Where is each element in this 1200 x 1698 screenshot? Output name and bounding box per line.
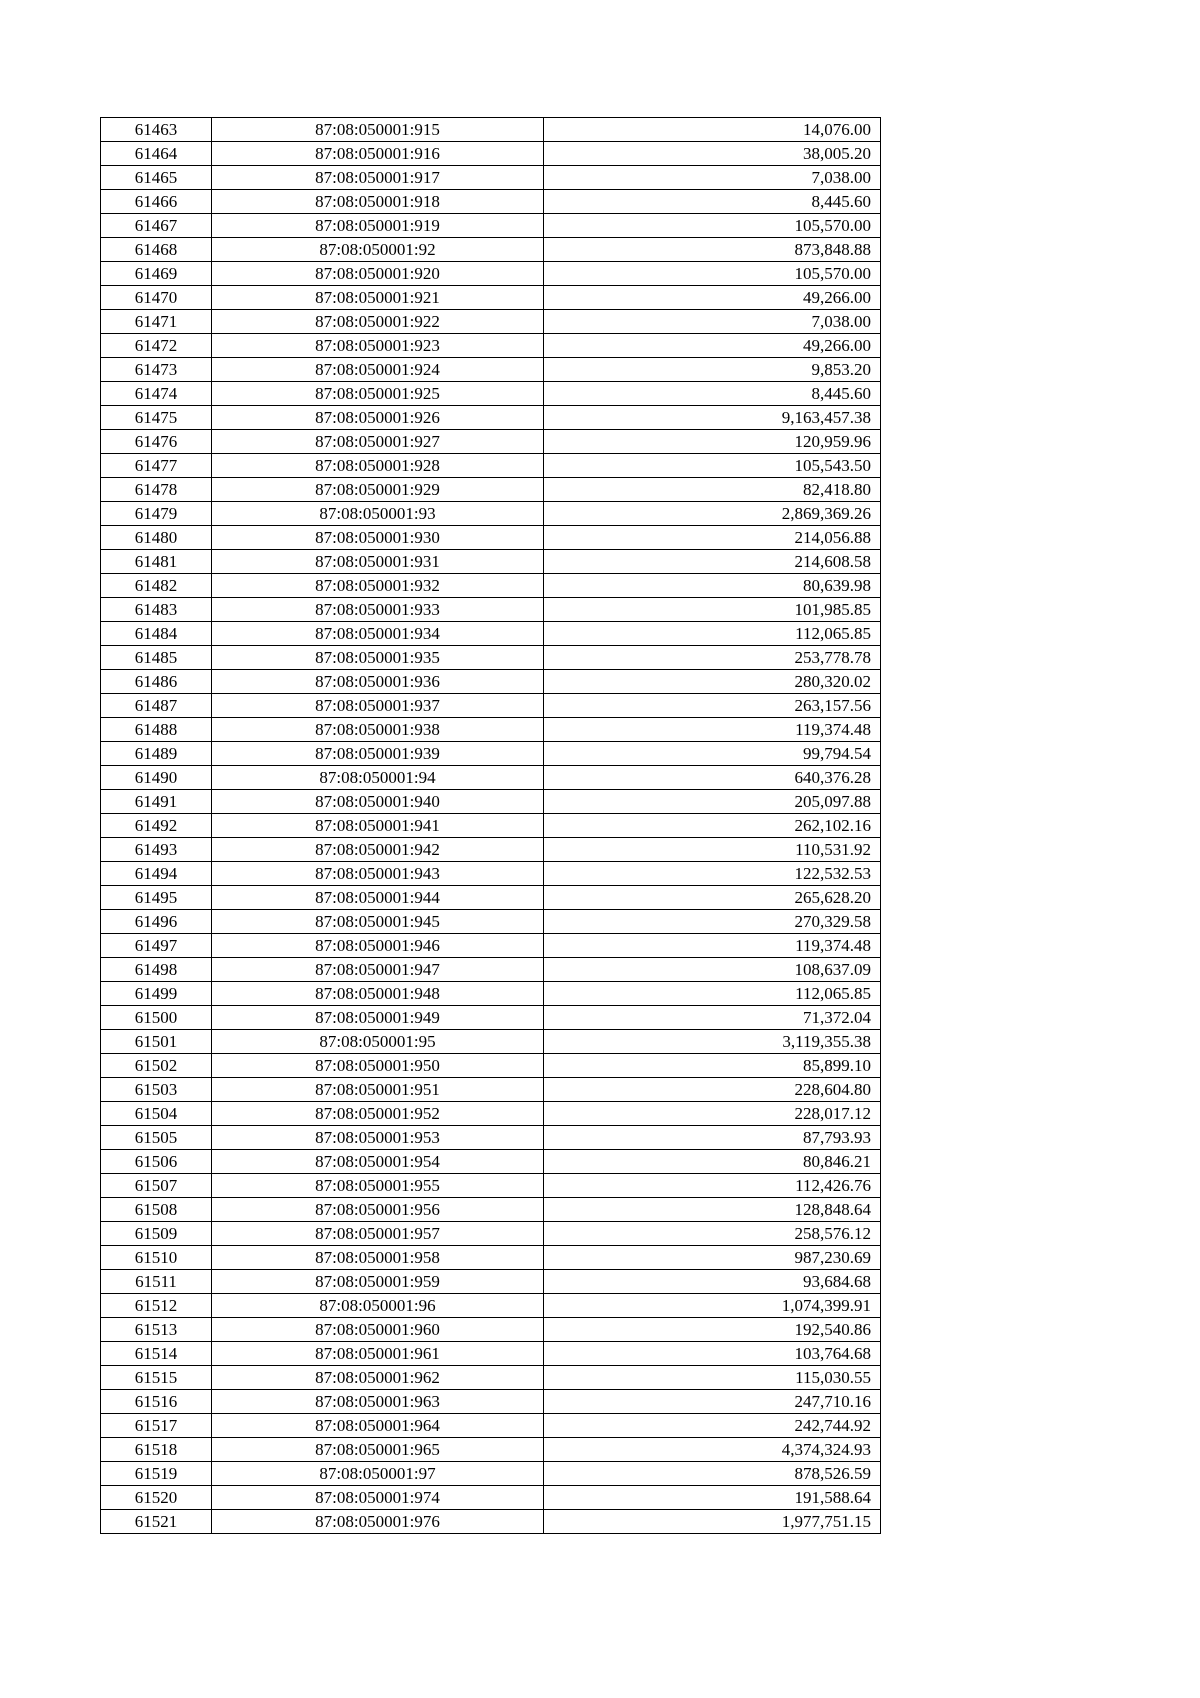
row-number-cell: 61470 xyxy=(101,286,212,310)
row-number-cell: 61463 xyxy=(101,118,212,142)
cadastral-number-cell: 87:08:050001:930 xyxy=(212,526,544,550)
table-row xyxy=(101,1222,881,1246)
table-row xyxy=(101,958,881,982)
cadastral-number-cell: 87:08:050001:934 xyxy=(212,622,544,646)
table-row xyxy=(101,646,881,670)
table-row xyxy=(101,1510,881,1534)
value-cell: 112,065.85 xyxy=(544,982,881,1006)
row-number-cell: 61468 xyxy=(101,238,212,262)
value-cell: 873,848.88 xyxy=(544,238,881,262)
row-number-cell: 61516 xyxy=(101,1390,212,1414)
table-row xyxy=(101,382,881,406)
table-row xyxy=(101,1030,881,1054)
cadastral-number-cell: 87:08:050001:938 xyxy=(212,718,544,742)
table-row xyxy=(101,526,881,550)
table-row xyxy=(101,1198,881,1222)
row-number-cell: 61466 xyxy=(101,190,212,214)
value-cell: 49,266.00 xyxy=(544,286,881,310)
cadastral-number-cell: 87:08:050001:931 xyxy=(212,550,544,574)
table-row xyxy=(101,1414,881,1438)
table-row xyxy=(101,1390,881,1414)
value-cell: 262,102.16 xyxy=(544,814,881,838)
cadastral-number-cell: 87:08:050001:96 xyxy=(212,1294,544,1318)
value-cell: 7,038.00 xyxy=(544,166,881,190)
cadastral-number-cell: 87:08:050001:924 xyxy=(212,358,544,382)
value-cell: 101,985.85 xyxy=(544,598,881,622)
value-cell: 8,445.60 xyxy=(544,190,881,214)
cadastral-number-cell: 87:08:050001:919 xyxy=(212,214,544,238)
table-row xyxy=(101,1486,881,1510)
cadastral-number-cell: 87:08:050001:940 xyxy=(212,790,544,814)
table-row xyxy=(101,718,881,742)
value-cell: 105,570.00 xyxy=(544,214,881,238)
table-row xyxy=(101,670,881,694)
value-cell: 4,374,324.93 xyxy=(544,1438,881,1462)
row-number-cell: 61471 xyxy=(101,310,212,334)
table-row xyxy=(101,1366,881,1390)
row-number-cell: 61515 xyxy=(101,1366,212,1390)
table-row xyxy=(101,574,881,598)
table-row xyxy=(101,286,881,310)
cadastral-number-cell: 87:08:050001:915 xyxy=(212,118,544,142)
cadastral-number-cell: 87:08:050001:961 xyxy=(212,1342,544,1366)
value-cell: 103,764.68 xyxy=(544,1342,881,1366)
value-cell: 49,266.00 xyxy=(544,334,881,358)
cadastral-number-cell: 87:08:050001:929 xyxy=(212,478,544,502)
cadastral-number-cell: 87:08:050001:97 xyxy=(212,1462,544,1486)
value-cell: 1,074,399.91 xyxy=(544,1294,881,1318)
row-number-cell: 61498 xyxy=(101,958,212,982)
value-cell: 1,977,751.15 xyxy=(544,1510,881,1534)
cadastral-number-cell: 87:08:050001:93 xyxy=(212,502,544,526)
cadastral-number-cell: 87:08:050001:932 xyxy=(212,574,544,598)
cadastral-number-cell: 87:08:050001:957 xyxy=(212,1222,544,1246)
value-cell: 191,588.64 xyxy=(544,1486,881,1510)
value-cell: 128,848.64 xyxy=(544,1198,881,1222)
value-cell: 7,038.00 xyxy=(544,310,881,334)
cadastral-number-cell: 87:08:050001:916 xyxy=(212,142,544,166)
row-number-cell: 61497 xyxy=(101,934,212,958)
table-row xyxy=(101,238,881,262)
row-number-cell: 61521 xyxy=(101,1510,212,1534)
value-cell: 253,778.78 xyxy=(544,646,881,670)
cadastral-number-cell: 87:08:050001:953 xyxy=(212,1126,544,1150)
row-number-cell: 61508 xyxy=(101,1198,212,1222)
cadastral-number-cell: 87:08:050001:917 xyxy=(212,166,544,190)
value-cell: 115,030.55 xyxy=(544,1366,881,1390)
row-number-cell: 61481 xyxy=(101,550,212,574)
row-number-cell: 61517 xyxy=(101,1414,212,1438)
row-number-cell: 61469 xyxy=(101,262,212,286)
value-cell: 99,794.54 xyxy=(544,742,881,766)
cadastral-number-cell: 87:08:050001:974 xyxy=(212,1486,544,1510)
table-row xyxy=(101,406,881,430)
cadastral-number-cell: 87:08:050001:950 xyxy=(212,1054,544,1078)
value-cell: 270,329.58 xyxy=(544,910,881,934)
table-row xyxy=(101,766,881,790)
table-row xyxy=(101,982,881,1006)
row-number-cell: 61489 xyxy=(101,742,212,766)
row-number-cell: 61486 xyxy=(101,670,212,694)
value-cell: 119,374.48 xyxy=(544,718,881,742)
cadastral-number-cell: 87:08:050001:960 xyxy=(212,1318,544,1342)
table-row xyxy=(101,934,881,958)
value-cell: 280,320.02 xyxy=(544,670,881,694)
table-row xyxy=(101,910,881,934)
cadastral-number-cell: 87:08:050001:952 xyxy=(212,1102,544,1126)
value-cell: 214,056.88 xyxy=(544,526,881,550)
table-row xyxy=(101,1078,881,1102)
table-row xyxy=(101,118,881,142)
cadastral-number-cell: 87:08:050001:949 xyxy=(212,1006,544,1030)
table-row xyxy=(101,334,881,358)
cadastral-number-cell: 87:08:050001:939 xyxy=(212,742,544,766)
cadastral-number-cell: 87:08:050001:954 xyxy=(212,1150,544,1174)
cadastral-number-cell: 87:08:050001:943 xyxy=(212,862,544,886)
row-number-cell: 61494 xyxy=(101,862,212,886)
value-cell: 85,899.10 xyxy=(544,1054,881,1078)
cadastral-number-cell: 87:08:050001:942 xyxy=(212,838,544,862)
value-cell: 205,097.88 xyxy=(544,790,881,814)
cadastral-number-cell: 87:08:050001:92 xyxy=(212,238,544,262)
cadastral-number-cell: 87:08:050001:965 xyxy=(212,1438,544,1462)
cadastral-number-cell: 87:08:050001:923 xyxy=(212,334,544,358)
cadastral-number-cell: 87:08:050001:921 xyxy=(212,286,544,310)
cadastral-number-cell: 87:08:050001:963 xyxy=(212,1390,544,1414)
row-number-cell: 61467 xyxy=(101,214,212,238)
row-number-cell: 61479 xyxy=(101,502,212,526)
table-row xyxy=(101,1054,881,1078)
table-row xyxy=(101,742,881,766)
value-cell: 119,374.48 xyxy=(544,934,881,958)
row-number-cell: 61482 xyxy=(101,574,212,598)
table-row xyxy=(101,1174,881,1198)
table-row xyxy=(101,454,881,478)
value-cell: 112,065.85 xyxy=(544,622,881,646)
table-row xyxy=(101,310,881,334)
table-row xyxy=(101,214,881,238)
row-number-cell: 61496 xyxy=(101,910,212,934)
value-cell: 242,744.92 xyxy=(544,1414,881,1438)
table-row xyxy=(101,190,881,214)
cadastral-number-cell: 87:08:050001:959 xyxy=(212,1270,544,1294)
row-number-cell: 61507 xyxy=(101,1174,212,1198)
value-cell: 265,628.20 xyxy=(544,886,881,910)
row-number-cell: 61502 xyxy=(101,1054,212,1078)
value-cell: 214,608.58 xyxy=(544,550,881,574)
row-number-cell: 61490 xyxy=(101,766,212,790)
cadastral-number-cell: 87:08:050001:944 xyxy=(212,886,544,910)
row-number-cell: 61487 xyxy=(101,694,212,718)
value-cell: 38,005.20 xyxy=(544,142,881,166)
cadastral-number-cell: 87:08:050001:976 xyxy=(212,1510,544,1534)
row-number-cell: 61495 xyxy=(101,886,212,910)
cadastral-number-cell: 87:08:050001:955 xyxy=(212,1174,544,1198)
value-cell: 105,570.00 xyxy=(544,262,881,286)
row-number-cell: 61504 xyxy=(101,1102,212,1126)
cadastral-number-cell: 87:08:050001:964 xyxy=(212,1414,544,1438)
value-cell: 2,869,369.26 xyxy=(544,502,881,526)
value-cell: 987,230.69 xyxy=(544,1246,881,1270)
row-number-cell: 61492 xyxy=(101,814,212,838)
table-row xyxy=(101,262,881,286)
table-row xyxy=(101,478,881,502)
table-row xyxy=(101,1270,881,1294)
row-number-cell: 61513 xyxy=(101,1318,212,1342)
value-cell: 247,710.16 xyxy=(544,1390,881,1414)
table-row xyxy=(101,814,881,838)
value-cell: 878,526.59 xyxy=(544,1462,881,1486)
cadastral-number-cell: 87:08:050001:94 xyxy=(212,766,544,790)
row-number-cell: 61509 xyxy=(101,1222,212,1246)
table-row xyxy=(101,358,881,382)
value-cell: 14,076.00 xyxy=(544,118,881,142)
row-number-cell: 61472 xyxy=(101,334,212,358)
cadastral-number-cell: 87:08:050001:935 xyxy=(212,646,544,670)
table-row xyxy=(101,1438,881,1462)
row-number-cell: 61510 xyxy=(101,1246,212,1270)
cadastral-number-cell: 87:08:050001:956 xyxy=(212,1198,544,1222)
value-cell: 9,163,457.38 xyxy=(544,406,881,430)
table-row xyxy=(101,166,881,190)
table-row xyxy=(101,622,881,646)
value-cell: 228,017.12 xyxy=(544,1102,881,1126)
row-number-cell: 61505 xyxy=(101,1126,212,1150)
row-number-cell: 61473 xyxy=(101,358,212,382)
row-number-cell: 61499 xyxy=(101,982,212,1006)
cadastral-number-cell: 87:08:050001:933 xyxy=(212,598,544,622)
row-number-cell: 61512 xyxy=(101,1294,212,1318)
table-row xyxy=(101,1102,881,1126)
row-number-cell: 61464 xyxy=(101,142,212,166)
row-number-cell: 61483 xyxy=(101,598,212,622)
value-cell: 9,853.20 xyxy=(544,358,881,382)
cadastral-number-cell: 87:08:050001:918 xyxy=(212,190,544,214)
table-row xyxy=(101,1246,881,1270)
table-row xyxy=(101,838,881,862)
cadastral-number-cell: 87:08:050001:947 xyxy=(212,958,544,982)
cadastral-number-cell: 87:08:050001:927 xyxy=(212,430,544,454)
value-cell: 80,846.21 xyxy=(544,1150,881,1174)
row-number-cell: 61520 xyxy=(101,1486,212,1510)
table-row xyxy=(101,1006,881,1030)
row-number-cell: 61501 xyxy=(101,1030,212,1054)
value-cell: 110,531.92 xyxy=(544,838,881,862)
row-number-cell: 61484 xyxy=(101,622,212,646)
table-row xyxy=(101,790,881,814)
table-row xyxy=(101,598,881,622)
cadastral-number-cell: 87:08:050001:95 xyxy=(212,1030,544,1054)
cadastral-number-cell: 87:08:050001:928 xyxy=(212,454,544,478)
table-row xyxy=(101,886,881,910)
value-cell: 263,157.56 xyxy=(544,694,881,718)
row-number-cell: 61511 xyxy=(101,1270,212,1294)
cadastral-number-cell: 87:08:050001:946 xyxy=(212,934,544,958)
value-cell: 122,532.53 xyxy=(544,862,881,886)
table-body xyxy=(101,118,881,1534)
cadastral-number-cell: 87:08:050001:962 xyxy=(212,1366,544,1390)
table-row xyxy=(101,694,881,718)
row-number-cell: 61476 xyxy=(101,430,212,454)
value-cell: 82,418.80 xyxy=(544,478,881,502)
table-row xyxy=(101,142,881,166)
data-table xyxy=(100,117,881,1534)
table-row xyxy=(101,1126,881,1150)
value-cell: 640,376.28 xyxy=(544,766,881,790)
table-row xyxy=(101,550,881,574)
row-number-cell: 61465 xyxy=(101,166,212,190)
value-cell: 93,684.68 xyxy=(544,1270,881,1294)
cadastral-number-cell: 87:08:050001:920 xyxy=(212,262,544,286)
table-row xyxy=(101,1462,881,1486)
value-cell: 71,372.04 xyxy=(544,1006,881,1030)
row-number-cell: 61488 xyxy=(101,718,212,742)
value-cell: 105,543.50 xyxy=(544,454,881,478)
row-number-cell: 61474 xyxy=(101,382,212,406)
row-number-cell: 61491 xyxy=(101,790,212,814)
table-row xyxy=(101,1294,881,1318)
cadastral-number-cell: 87:08:050001:922 xyxy=(212,310,544,334)
row-number-cell: 61518 xyxy=(101,1438,212,1462)
value-cell: 112,426.76 xyxy=(544,1174,881,1198)
value-cell: 258,576.12 xyxy=(544,1222,881,1246)
value-cell: 120,959.96 xyxy=(544,430,881,454)
cadastral-number-cell: 87:08:050001:951 xyxy=(212,1078,544,1102)
cadastral-number-cell: 87:08:050001:925 xyxy=(212,382,544,406)
row-number-cell: 61478 xyxy=(101,478,212,502)
value-cell: 3,119,355.38 xyxy=(544,1030,881,1054)
table-row xyxy=(101,862,881,886)
value-cell: 228,604.80 xyxy=(544,1078,881,1102)
row-number-cell: 61503 xyxy=(101,1078,212,1102)
value-cell: 192,540.86 xyxy=(544,1318,881,1342)
row-number-cell: 61493 xyxy=(101,838,212,862)
row-number-cell: 61514 xyxy=(101,1342,212,1366)
row-number-cell: 61480 xyxy=(101,526,212,550)
table-row xyxy=(101,1342,881,1366)
cadastral-number-cell: 87:08:050001:958 xyxy=(212,1246,544,1270)
value-cell: 80,639.98 xyxy=(544,574,881,598)
cadastral-number-cell: 87:08:050001:937 xyxy=(212,694,544,718)
cadastral-number-cell: 87:08:050001:945 xyxy=(212,910,544,934)
cadastral-number-cell: 87:08:050001:941 xyxy=(212,814,544,838)
cadastral-number-cell: 87:08:050001:926 xyxy=(212,406,544,430)
row-number-cell: 61485 xyxy=(101,646,212,670)
row-number-cell: 61475 xyxy=(101,406,212,430)
row-number-cell: 61519 xyxy=(101,1462,212,1486)
cadastral-number-cell: 87:08:050001:936 xyxy=(212,670,544,694)
row-number-cell: 61500 xyxy=(101,1006,212,1030)
value-cell: 8,445.60 xyxy=(544,382,881,406)
table-row xyxy=(101,1150,881,1174)
table-row xyxy=(101,430,881,454)
table-row xyxy=(101,1318,881,1342)
value-cell: 108,637.09 xyxy=(544,958,881,982)
value-cell: 87,793.93 xyxy=(544,1126,881,1150)
row-number-cell: 61506 xyxy=(101,1150,212,1174)
table-row xyxy=(101,502,881,526)
cadastral-number-cell: 87:08:050001:948 xyxy=(212,982,544,1006)
row-number-cell: 61477 xyxy=(101,454,212,478)
